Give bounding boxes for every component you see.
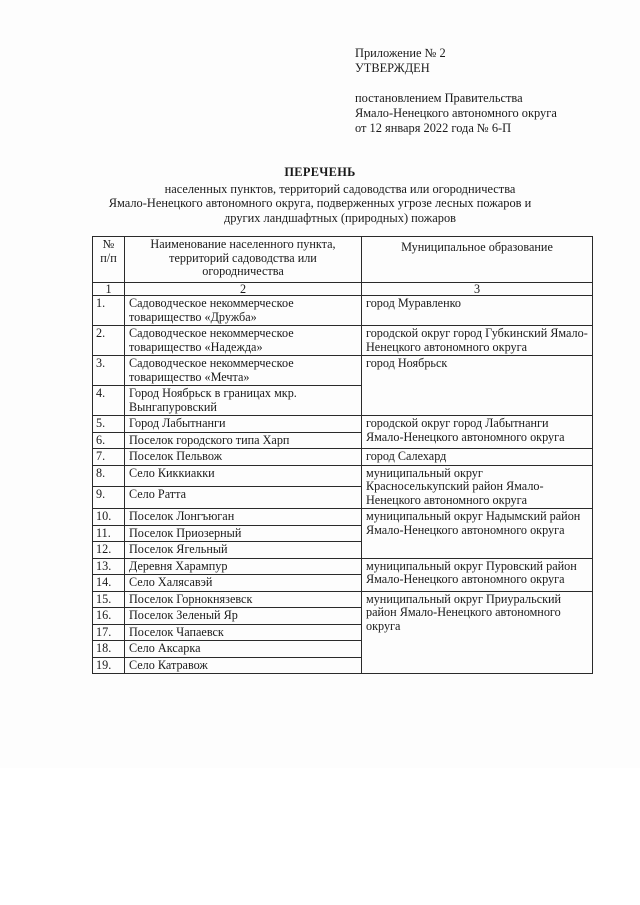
row-num: 5.: [93, 416, 125, 433]
title-line-1: населенных пунктов, территорий садоводства или огородничества: [164, 181, 516, 196]
approved-label: УТВЕРЖДЕН: [355, 61, 430, 75]
row-name: Село Катравож: [125, 657, 362, 674]
table-row: [93, 296, 593, 326]
row-name: Село Аксарка: [125, 641, 362, 658]
header-name: Наименование населенного пункта, территорий садоводства или огородничества: [125, 237, 362, 283]
title-line-2: Ямало-Ненецкого автономного округа, подверженных угрозе лесных пожаров и: [108, 196, 532, 210]
row-num: 17.: [93, 624, 125, 641]
table-header-row: [93, 237, 593, 283]
row-num: 1.: [93, 296, 125, 326]
row-num: 19.: [93, 657, 125, 674]
row-name: Село Халясавэй: [125, 575, 362, 592]
column-numbers-row: [93, 283, 593, 296]
row-num: 14.: [93, 575, 125, 592]
header-num: № п/п: [93, 237, 125, 283]
row-municipality: город Ноябрьск: [362, 356, 593, 416]
row-num: 16.: [93, 608, 125, 625]
row-num: 10.: [93, 509, 125, 526]
table-row: [93, 356, 593, 386]
row-name: Поселок Приозерный: [125, 525, 362, 542]
row-num: 12.: [93, 542, 125, 559]
row-num: 13.: [93, 558, 125, 575]
table-row: [93, 326, 593, 356]
table-row: [93, 449, 593, 466]
row-municipality: муниципальный округ Приуральский район Ямало-Ненецкого автономного округа: [362, 591, 593, 674]
row-num: 2.: [93, 326, 125, 356]
appendix-label: Приложение № 2: [355, 46, 446, 60]
row-num: 18.: [93, 641, 125, 658]
col-number-1: 1: [93, 283, 125, 296]
row-num: 3.: [93, 356, 125, 386]
approval-block: [355, 46, 557, 136]
row-municipality: городской округ город Губкинский Ямало-Ненецкого автономного округа: [362, 326, 593, 356]
title-line-3: других ландшафтных (природных) пожаров: [223, 210, 456, 225]
row-name: Поселок Лонгъюган: [125, 509, 362, 526]
row-num: 15.: [93, 591, 125, 608]
date-line: от 12 января 2022 года № 6-П: [355, 121, 512, 135]
row-municipality: городской округ город Лабытнанги Ямало-Ненецкого автономного округа: [362, 416, 593, 449]
row-municipality: муниципальный округ Красноселькупский район Ямало-Ненецкого автономного округа: [362, 465, 593, 509]
header-municipality: Муниципальное образование: [362, 237, 593, 283]
table-row: [93, 591, 593, 608]
blank-margin: [0, 768, 640, 905]
row-name: Город Ноябрьск в границах мкр. Вынгапуровский: [125, 386, 362, 416]
row-num: 9.: [93, 487, 125, 509]
table-row: [93, 465, 593, 487]
row-name: Поселок Ягельный: [125, 542, 362, 559]
row-municipality: муниципальный округ Пуровский район Ямало-Ненецкого автономного округа: [362, 558, 593, 591]
resolution-line: постановлением Правительства: [355, 91, 523, 105]
table-row: [93, 416, 593, 433]
table-body: [93, 296, 593, 674]
row-name: Деревня Харампур: [125, 558, 362, 575]
row-name: Поселок Зеленый Яр: [125, 608, 362, 625]
row-name: Садоводческое некоммерческое товарищество «Дружба»: [125, 296, 362, 326]
government-line: Ямало-Ненецкого автономного округа: [355, 106, 557, 120]
row-name: Поселок Пельвож: [125, 449, 362, 466]
row-name: Садоводческое некоммерческое товарищество «Надежда»: [125, 326, 362, 356]
row-municipality: город Муравленко: [362, 296, 593, 326]
row-num: 7.: [93, 449, 125, 466]
table-row: [93, 509, 593, 526]
settlements-table: [92, 236, 593, 674]
row-name: Садоводческое некоммерческое товарищество «Мечта»: [125, 356, 362, 386]
title-heading: ПЕРЕЧЕНЬ: [284, 165, 356, 179]
document-title: [0, 165, 640, 225]
table-row: [93, 558, 593, 575]
col-number-3: 3: [362, 283, 593, 296]
col-number-2: 2: [125, 283, 362, 296]
row-municipality: город Салехард: [362, 449, 593, 466]
row-num: 4.: [93, 386, 125, 416]
row-municipality: муниципальный округ Надымский район Ямало-Ненецкого автономного округа: [362, 509, 593, 559]
row-name: Село Киккиакки: [125, 465, 362, 487]
row-name: Поселок Чапаевск: [125, 624, 362, 641]
row-num: 6.: [93, 432, 125, 449]
row-name: Поселок Горнокнязевск: [125, 591, 362, 608]
row-name: Город Лабытнанги: [125, 416, 362, 433]
row-num: 8.: [93, 465, 125, 487]
row-num: 11.: [93, 525, 125, 542]
row-name: Поселок городского типа Харп: [125, 432, 362, 449]
row-name: Село Ратта: [125, 487, 362, 509]
